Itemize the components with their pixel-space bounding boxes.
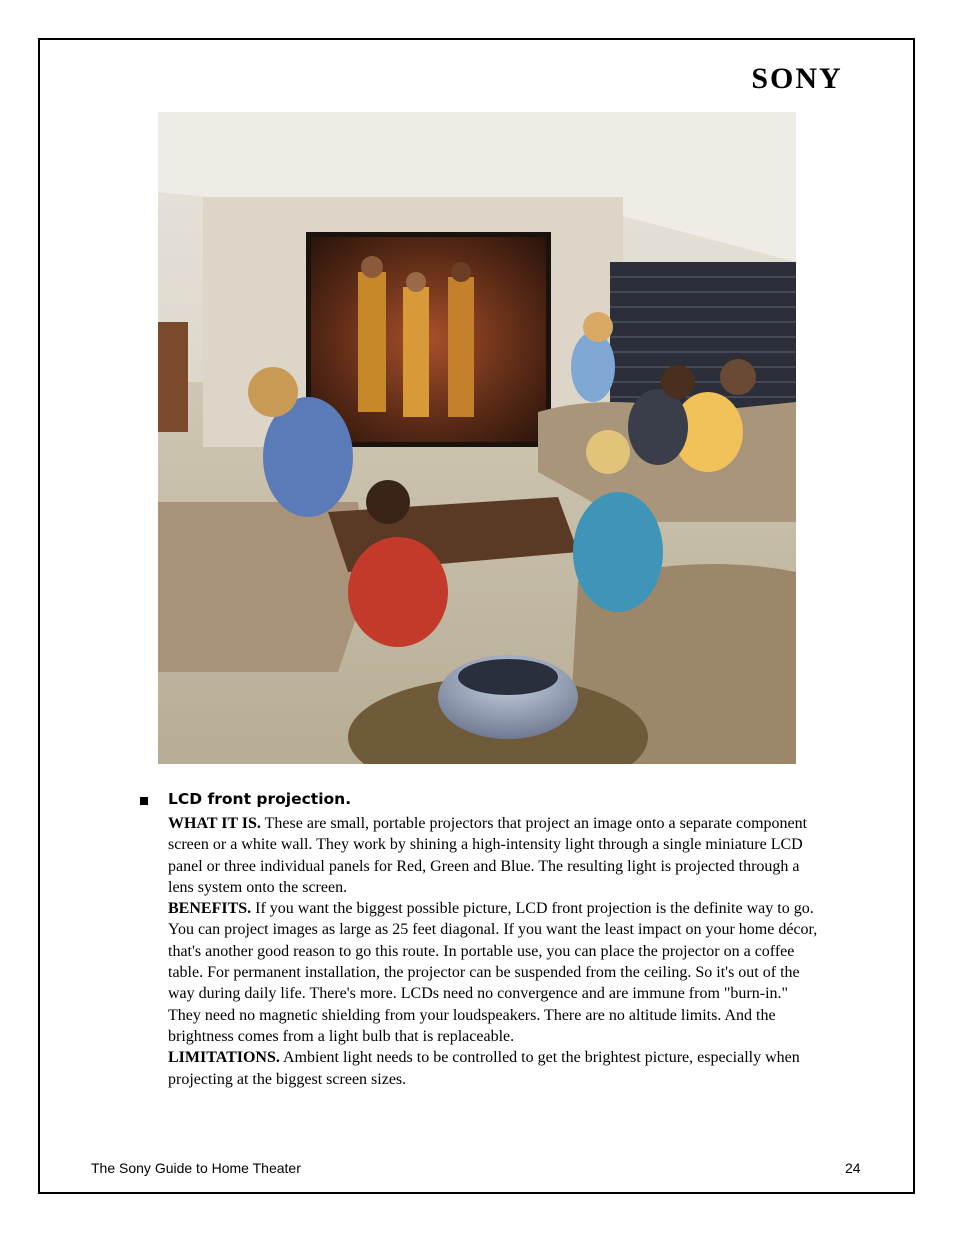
footer-title: The Sony Guide to Home Theater [91,1160,301,1176]
paragraph-benefits [168,898,823,1047]
page-number: 24 [845,1160,861,1176]
square-bullet-icon [140,797,148,805]
sony-logo [732,60,862,96]
label-benefits: BENEFITS. [168,900,252,918]
home-theater-photo [158,112,796,764]
paragraph-what-it-is [168,813,823,898]
text-limitations: Ambient light needs to be controlled to get the brightest picture, especially when projecting at the biggest screen sizes. [168,1049,800,1088]
label-limitations: LIMITATIONS. [168,1049,280,1067]
section-heading: LCD front projection. [168,790,352,808]
text-what-it-is: These are small, portable projectors that project an image onto a separate component screen or a white wall. They work by shining a high-intensity light through a single miniature LCD panel or three individual panels for Red, Green and Blue. The resulting light is projected through a lens system onto the screen. [168,815,808,896]
paragraph-limitations [168,1047,823,1090]
label-what-it-is: WHAT IT IS. [168,815,261,832]
section-body [168,813,823,1090]
text-benefits: If you want the biggest possible picture, LCD front projection is the definite way to go. You can project images as large as 25 feet diagonal. If you want the least impact on your home décor, that's another good reason to go this route. In portable use, you can place the projector on a coffee table. For permanent installation, the projector can be suspended from the ceiling. So it's out of the way during daily life. There's more. LCDs need no convergence and are immune from "burn-in." They need no magnetic shielding from your loudspeakers. There are no altitude limits. And the brightness comes from a light bulb that is replaceable. [168,900,818,1045]
svg-text:SONY: SONY [751,62,843,95]
